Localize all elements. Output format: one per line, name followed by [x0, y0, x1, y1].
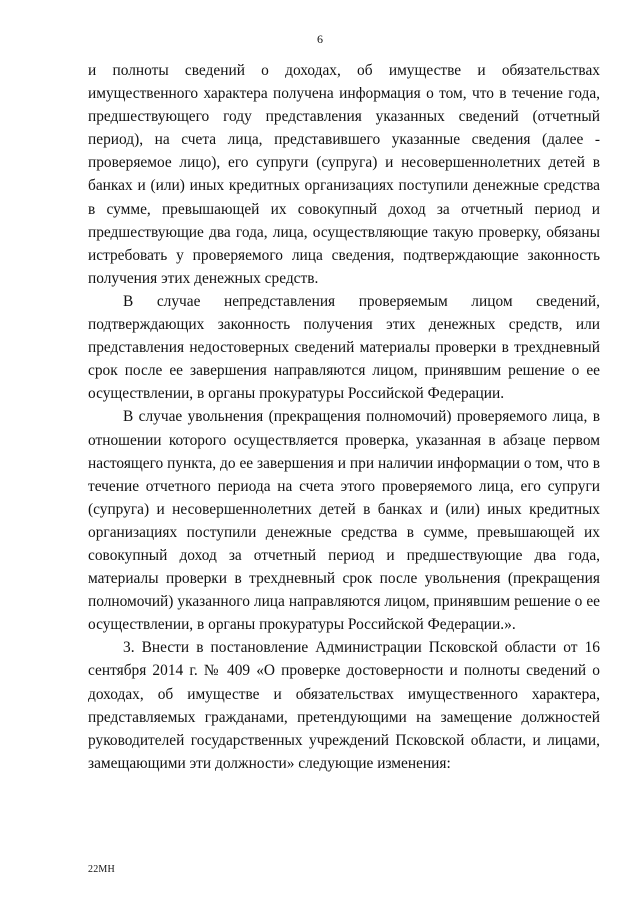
paragraph-nonsubmission: В случае непредставления проверяемым лицом сведений, подтверждающих законность получения этих денежных средств, или представления недостоверных сведений материалы проверки в трехдневный срок после ее завершения направляются лицом, принявшим решение о ее осуществлении, в органы прокуратуры Российской Федерации.	[88, 292, 600, 403]
document-body	[88, 59, 600, 775]
paragraph-item-3: 3. Внести в постановление Администрации Псковской области от 16 сентября 2014 г. № 409 «О проверке достоверности и полноты сведений о доходах, об имуществе и обязательствах имущественного характера, представляемых гражданами, претендующими на замещение должностей руководителей государственных учреждений Псковской области, и лицами, замещающими эти должности» следующие изменения:	[88, 639, 600, 772]
page-number: 6	[317, 32, 323, 46]
paragraph-dismissal: В случае увольнения (прекращения полномочий) проверяемого лица, в отношении которого осуществляется проверка, указанная в абзаце первом настоящего пункта, до ее завершения и при наличии информации о том, что в течение отчетного периода на счета этого проверяемого лица, его супруги (супруга) и несовершеннолетних детей в банках и (или) иных кредитных организациях поступили денежные средства в сумме, превышающей их совокупный доход за отчетный период и предшествующие два года, материалы проверки в трехдневный срок после увольнения (прекращения полномочий) указанного лица направляются лицом, принявшим решение о ее осуществлении, в органы прокуратуры Российской Федерации.».	[88, 408, 600, 634]
footer-code: 22МН	[88, 864, 115, 875]
paragraph-continuation: и полноты сведений о доходах, об имуществе и обязательствах имущественного характера получена информация о том, что в течение года, предшествующего году представления указанных сведений (отчетный период), на счета лица, представившего указанные сведения (далее - проверяемое лицо), его супруги (супруга) и несовершеннолетних детей в банках и (или) иных кредитных организациях поступили денежные средства в сумме, превышающей их совокупный доход за отчетный период и предшествующие два года, лица, осуществляющие такую проверку, обязаны истребовать у проверяемого лица сведения, подтверждающие законность получения этих денежных средств.	[88, 62, 600, 287]
